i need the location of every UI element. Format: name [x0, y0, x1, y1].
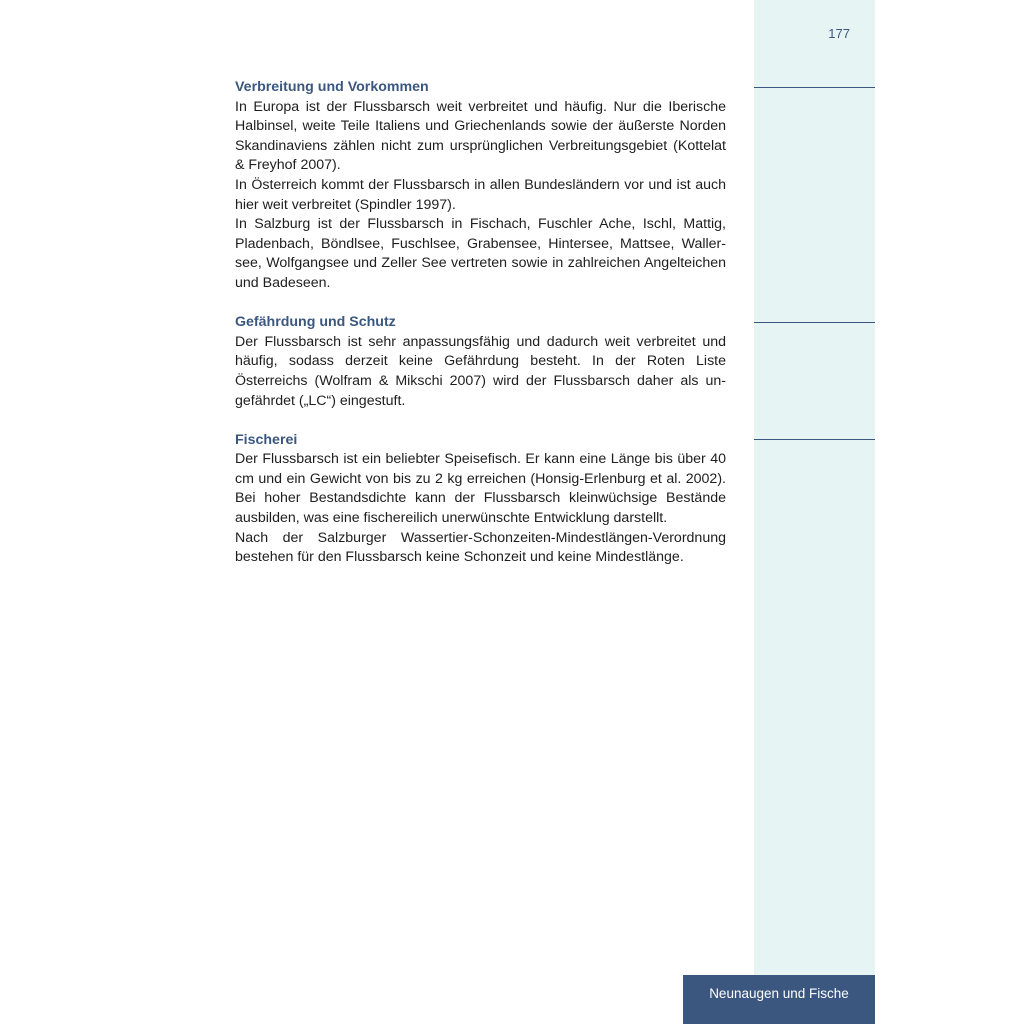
- page-number: 177: [828, 26, 850, 41]
- section-fischerei: [235, 431, 726, 568]
- paragraph: In Österreich kommt der Flussbarsch in allen Bundesländern vor und ist auch hier weit verbreitet (Spindler 1997).: [235, 176, 726, 213]
- paragraph: In Salzburg ist der Flussbarsch in Fischach, Fuschler Ache, Ischl, Mattig, Pladenbach, Böndlsee, Fuschlsee, Grabensee, Hintersee, Mattsee, Wallersee, Wolfgangsee und Zeller See vertreten sowie in zahlreichen Angelteichen und Badeseen.: [235, 216, 726, 291]
- section-gefaehrdung: [235, 313, 726, 411]
- paragraph: In Europa ist der Flussbarsch weit verbreitet und häufig. Nur die Iberische Halbinsel, weite Teile Italiens und Griechenlands sowie der äußerste Norden Skandinaviens zählen nicht zum ursprünglichen Verbreitungsgebiet (Kottelat & Freyhof 2007).: [235, 98, 726, 174]
- chapter-footer-tab: Neunaugen und Fische: [683, 975, 875, 1024]
- margin-rule: [754, 439, 875, 440]
- paragraph: Der Flussbarsch ist sehr anpassungsfähig und dadurch weit verbreitet und häufig, sodass derzeit keine Gefährdung besteht. In der Roten Liste Österreichs (Wolfram & Mikschi 2007) wird der Flussbarsch daher als ungefährdet („LC“) eingestuft.: [235, 333, 726, 409]
- section-heading: Verbreitung und Vorkommen: [235, 79, 429, 95]
- section-heading: Fischerei: [235, 431, 298, 448]
- margin-rule: [754, 87, 875, 88]
- paragraph: Der Flussbarsch ist ein beliebter Speisefisch. Er kann eine Länge bis über 40 cm und ein Gewicht von bis zu 2 kg erreichen (Honsig-Erlenburg et al. 2002). Bei hoher Bestandsdichte kann der Flussbarsch kleinwüchsige Bestände ausbilden, was eine fischereilich unerwünschte Entwicklung darstellt.: [235, 451, 726, 527]
- margin-rule: [754, 322, 875, 323]
- main-text: [235, 78, 726, 568]
- margin-column: [754, 0, 875, 1024]
- paragraph: Nach der Salzburger Wassertier-Schonzeiten-Mindestlängen-Verordnung bestehen für den Flussbarsch keine Schonzeit und keine Mindestlänge.: [235, 529, 726, 566]
- section-heading: Gefährdung und Schutz: [235, 314, 396, 331]
- section-verbreitung: [235, 78, 726, 294]
